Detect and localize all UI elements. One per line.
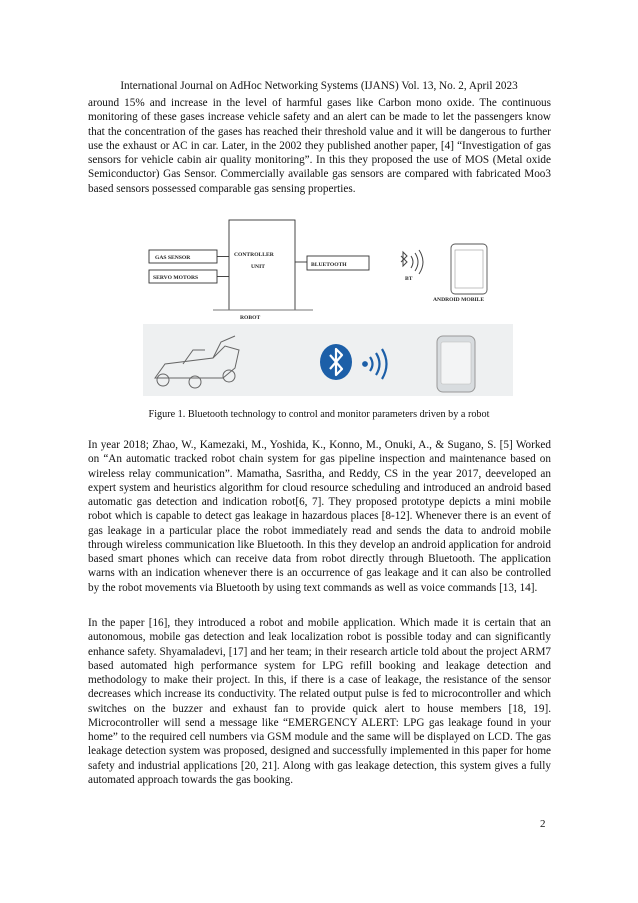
bluetooth-logo — [320, 344, 352, 380]
paragraph-2: In year 2018; Zhao, W., Kamezaki, M., Yoshida, K., Konno, M., Onuki, A., & Sugano, S. [5] Worked on “An automatic tracked robot chain system for gas pipeline inspection and maintenance based on wireless relay communication”. Mamatha, Sasritha, and Reddy, CS in the year 2017, deeveloped an expert system and heuristics algorithm for cloud resource scheduling and introduced an android based automatic gas detection and indication robot[6, 7]. They proposed prototype depicts a mini mobile robot which is capable to detect gas leakage in hazardous places [8-12]. Whenever there is an event of gas leakage in a particular place the robot immediately read and sends the data to android mobile through wireless communication like Bluetooth. In this they develop an android application for android based smart phones which can receive data from robot directly through Bluetooth. The application warns with an indication whenever there is an occurrence of gas leakage and it can also be controlled by the robot movements via Bluetooth by using text commands as well as voice commands [13, 14]. — [88, 439, 551, 594]
paragraph-3: In the paper [16], they introduced a robot and mobile application. Which made it is certain that an autonomous, mobile gas detection and leak localization robot is possible today and can significantly enhance safety. Shyamaladevi, [17] and her team; in their research article told about the project ARM7 based automated high performance system for LPG refill booking and leakage detection and methodology to make their project. In this, if there is a case of leakage, the resistance of the sensor decreases which increase its conductivity. The related output pulse is fed to microcontroller and which switches on the buzzer and exhaust fan to provide quick alert to house members [18, 19]. Microcontroller will send a message like “EMERGENCY ALERT: LPG gas leakage found in your home” to the required cell numbers via GSM module and the same will be displayed on LCD. The gas leakage detection system was proposed, designed and successfully implemented in this paper for home safety and industrial applications [20, 21]. Along with gas leakage detection, this system gives a fully automated approach towards the gas booking. — [88, 617, 551, 786]
android-phone-outline — [451, 244, 487, 294]
label-bt: BT — [405, 276, 413, 282]
label-unit: UNIT — [251, 264, 265, 270]
label-android-mobile: ANDROID MOBILE — [433, 297, 485, 303]
smartphone-illustration — [437, 336, 475, 392]
label-bluetooth: BLUETOOTH — [311, 262, 347, 268]
paragraph-1: around 15% and increase in the level of harmful gases like Carbon mono oxide. The continuous monitoring of these gases increase vehicle safety and an alert can be made to let the passengers know that the concentration of the gases has reached their threshold value and it will be dangerous to further use the exhaust or AC in car. Later, in the 2002 they published another paper, [4] “Investigation of gas sensors for vehicle cabin air quality monitoring”. In this they proposed the use of MOS (Metal oxide Semiconductor) Gas Sensor. Commercially available gas sensors are compared with fabricated Moo3 based sensors possessed comparable gas sensing properties. — [88, 97, 551, 195]
bt-signal-small — [401, 250, 423, 274]
bt-symbol-small-icon — [401, 252, 407, 266]
android-phone-screen — [455, 250, 483, 288]
figure-bluetooth-diagram — [143, 218, 513, 396]
label-servo-motors: SERVO MOTORS — [153, 275, 199, 281]
page-number: 2 — [540, 818, 546, 830]
journal-header: International Journal on AdHoc Networking Systems (IJANS) Vol. 13, No. 2, April 2023 — [120, 80, 518, 92]
label-gas-sensor: GAS SENSOR — [155, 255, 191, 261]
figure-caption: Figure 1. Bluetooth technology to control and monitor parameters driven by a robot — [148, 409, 490, 420]
label-robot: ROBOT — [240, 315, 261, 321]
label-controller: CONTROLLER — [234, 252, 274, 258]
